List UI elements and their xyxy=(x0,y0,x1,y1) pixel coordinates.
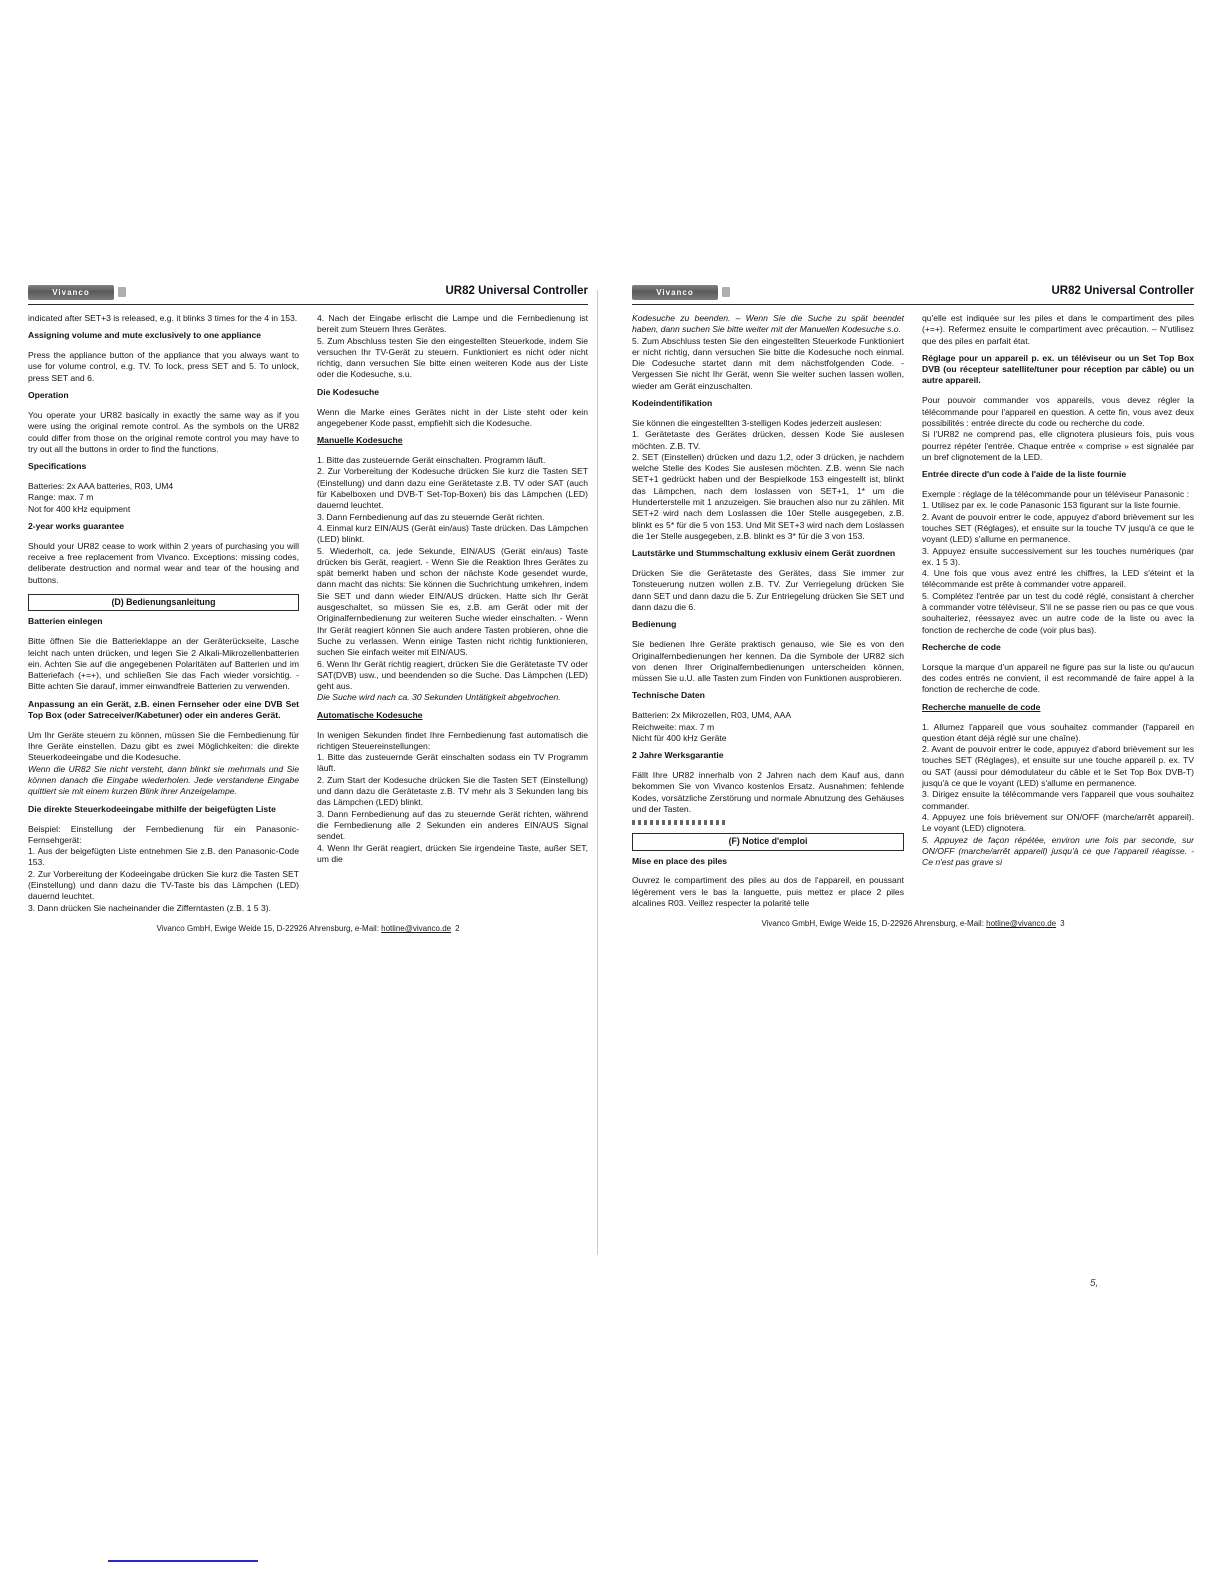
paragraph: 1. Bitte das zusteuernde Gerät einschalten. Programm läuft. xyxy=(317,455,546,466)
manual-page-right xyxy=(632,285,1194,928)
paragraph: In wenigen Sekunden findet Ihre Fernbedienung fast automatisch die richtigen Steuereinstellungen: xyxy=(317,729,588,751)
heading: Anpassung an ein Gerät, z.B. einen Fernseher oder eine DVB Set Top Box (oder Satreceiver/Kabetuner) oder ein anderes Gerät. xyxy=(28,698,299,720)
footer-email-link[interactable]: hotline@vivanco.de xyxy=(381,923,452,933)
paragraph: Um Ihr Geräte steuern zu können, müssen Sie die Fernbedienung für Ihre Geräte einstellen. Dazu gibt es zwei Möglichkeiten: die direkte Steuerkodeeingabe und die Kodesuche. xyxy=(28,729,299,763)
columns-right xyxy=(632,313,1194,909)
paragraph: 1. Utilisez par ex. le code Panasonic 153 figurant sur la liste fournie. xyxy=(922,500,1181,511)
vivanco-logo: Vivanco xyxy=(28,285,114,300)
paragraph: 4. Nach der Eingabe erlischt die Lampe und die Fernbedienung ist bereit zum Steuern Ihres Gerätes. xyxy=(317,313,588,335)
paragraph-italic: Kodesuche zu beenden. – Wenn Sie die Suche zu spät beendet haben, dann suchen Sie bitte weiter mit der Manuellen Kodesuche s.o. xyxy=(632,313,904,335)
paragraph: 2. Zur Vorbereitung der Kodeeingabe drücken Sie kurz die Tasten SET (Einstellung) und dann dazu die TV-Taste bis das Lämpchen (LED) dauernd leuchtet. xyxy=(28,868,299,902)
paragraph-italic: Wenn die UR82 Sie nicht versteht, dann blinkt sie mehrmals und Sie können danach die Eingabe wiederholen. Jede verstandene Eingabe quittiert sie mit einem kurzen Blink ihrer Anzeigelampe. xyxy=(28,763,299,797)
manual-page-left xyxy=(28,285,588,933)
paragraph: Exemple : réglage de la télécommande pour un téléviseur Panasonic : xyxy=(922,489,1190,500)
heading: 2 Jahre Werksgarantie xyxy=(632,750,724,761)
page-footer-left xyxy=(28,924,588,933)
paragraph: 1. Bitte das zusteuernde Gerät einschalten sodass ein TV Programm läuft. xyxy=(317,752,588,774)
logo-mark-icon xyxy=(118,287,126,297)
page-header-right xyxy=(632,285,1194,307)
paragraph: 3. Dirigez ensuite la télécommande vers l'appareil que vous souhaitez commander. xyxy=(922,789,1194,811)
paragraph: 1. Allumez l'appareil que vous souhaitez commander (l'appareil en question étant déjà réglé sur une chaîne). xyxy=(922,721,1194,743)
paragraph: 2. Zur Vorbereitung der Kodesuche drücken Sie kurz die Tasten SET (Einstellung) und dann dazu eine Gerätetaste z.B. TV oder SAT (auch für Kabelboxen und DVB-T Set-Top-Boxen) bis das Lämpchen (LED) dauernd leuchtet. xyxy=(317,466,588,511)
heading: Bedienung xyxy=(632,619,677,630)
heading: 2-year works guarantee xyxy=(28,520,125,531)
page-header-left xyxy=(28,285,588,307)
paragraph: 4. Wenn Ihr Gerät reagiert, drücken Sie irgendeine Taste, außer SET, um die xyxy=(317,842,588,864)
column-right-2 xyxy=(922,313,1194,909)
paragraph: 2. Zum Start der Kodesuche drücken Sie die Tasten SET (Einstellung) und dann dazu die Gerätetaste z.B. TV mehr als 3 Sekunden lang bis das Lämpchen (LED) blinkt. xyxy=(317,774,588,808)
header-rule xyxy=(632,304,1194,305)
page-title: UR82 Universal Controller xyxy=(1051,285,1194,297)
header-rule xyxy=(28,304,588,305)
paragraph-italic: Die Suche wird nach ca. 30 Sekunden Untätigkeit abgebrochen. xyxy=(317,692,561,703)
logo-mark-icon xyxy=(722,287,730,297)
paragraph: Sie bedienen Ihre Geräte praktisch genauso, wie Sie es von den Originalfernbedienungen her kennen. Da die Symbole der UR82 sich von denen Ihrer Originalfernbedienungen unterscheiden können, müssen Sie u.U. alle Tasten zum Finden von Funktionen ausprobieren. xyxy=(632,639,904,684)
scan-artifact xyxy=(632,820,728,825)
paragraph: Batteries: 2x AAA batteries, R03, UM4 xyxy=(28,481,174,492)
scan-ink-mark xyxy=(108,1560,258,1562)
subheading: Recherche manuelle de code xyxy=(922,701,1041,712)
page-footer-right xyxy=(632,919,1194,928)
subheading: Manuelle Kodesuche xyxy=(317,435,403,446)
heading: Assigning volume and mute exclusively to one appliance xyxy=(28,330,262,341)
heading: Die direkte Steuerkodeeingabe mithilfe der beigefügten Liste xyxy=(28,803,276,814)
heading: Entrée directe d'un code à l'aide de la liste fournie xyxy=(922,469,1127,480)
paragraph: Bitte öffnen Sie die Batterieklappe an der Geräterückseite, Lasche leicht nach unten drücken, und legen Sie 2 Alkali-Mikrozellenbatterien ein. Achten Sie auf die angegebenen Polaritäten auf Batterien und im Batteriefach (+=+), und schließen Sie das Fach wieder vorsichtig. - Bitte achten Sie darauf, immer einwandfreie Batterien zu verwenden. xyxy=(28,636,299,692)
paragraph: Lorsque la marque d'un appareil ne figure pas sur la liste ou qu'aucun des codes entrés ne convient, il est recommandé de faire appel à la fonction de recherche de code. xyxy=(922,661,1194,695)
paragraph: Range: max. 7 m xyxy=(28,492,94,503)
paragraph: Batterien: 2x Mikrozellen, R03, UM4, AAA xyxy=(632,710,792,721)
paragraph: Should your UR82 cease to work within 2 years of purchasing you will receive a free replacement from Vivanco. Exceptions: missing codes, deliberate destruction and normal wear and tear of the housing and buttons. xyxy=(28,540,299,585)
paragraph: 3. Dann Fernbedienung auf das zu steuernde Gerät richten, während die Fernbedienung alle 2 Sekunden ein anderes EIN/AUS Signal sendet. xyxy=(317,808,588,842)
footer-email-link[interactable]: hotline@vivanco.de xyxy=(986,919,1057,929)
paragraph: Press the appliance button of the appliance that you always want to use for volume control, e.g. TV. To lock, press SET and 5. To unlock, press SET and 6. xyxy=(28,350,299,383)
section-box-heading: (D) Bedienungsanleitung xyxy=(28,594,299,611)
paragraph: Nicht für 400 kHz Geräte xyxy=(632,732,727,743)
heading: Réglage pour un appareil p. ex. un téléviseur ou un Set Top Box DVB (ou récepteur satellite/tuner pour réception par câble) ou un autre appareil. xyxy=(922,352,1194,386)
paragraph: 3. Appuyez ensuite successivement sur les touches numériques (par ex. 1 5 3). xyxy=(922,545,1194,567)
heading: Technische Daten xyxy=(632,690,705,701)
page-number: 2 xyxy=(455,923,460,933)
paragraph: 4. Einmal kurz EIN/AUS (Gerät ein/aus) Taste drücken. Das Lämpchen (LED) blinkt. xyxy=(317,522,588,545)
paragraph: 1. Gerätetaste des Gerätes drücken, dessen Kode Sie auslesen möchten. Z.B. TV. xyxy=(632,429,904,451)
paragraph: Fällt Ihre UR82 innerhalb von 2 Jahren nach dem Kauf aus, dann bekommen Sie von Vivanco kostenlos Ersatz. Ausnahmen: fehlende Kodes, vorsätzliche Zerstörung und normale Abnutzung des Gehäuses und der Tasten. xyxy=(632,770,904,814)
paragraph: 5. Wiederholt, ca. jede Sekunde, EIN/AUS (Gerät ein/aus) Taste drücken bis Gerät, reagiert. - Wenn Sie die Reaktion Ihres Gerätes zu spät bemerkt haben und schon der nächste Kode gesendet wurde, dann macht das nichts: Sie können die Suchrichtung umkehren, indem Sie SET und dann wieder EIN/AUS drücken. Hatte sich Ihr Gerät ausgeschaltet, so müssen Sie es, z.B. am Gerät oder mit der Originalfernbedienung zur weiteren Suche wieder einschalten. - Wenn Ihr Gerät reagiert können Sie auch andere Tasten probieren, ohne die Suche zu verlassen. Wenn einige Tasten nicht richtig funktionieren, suchen Sie einfach weiter mit EIN/AUS. xyxy=(317,545,588,658)
paragraph: Reichweite: max. 7 m xyxy=(632,721,715,732)
paragraph: Sie können die eingestellten 3-stelligen Kodes jederzeit auslesen: xyxy=(632,417,882,428)
heading: Lautstärke und Stummschaltung exklusiv einem Gerät zuordnen xyxy=(632,548,896,559)
paragraph: 4. Appuyez une fois brièvement sur ON/OFF (marche/arrêt appareil). Le voyant (LED) clignotera. xyxy=(922,811,1194,834)
footer-company: Vivanco GmbH, Ewige Weide 15, D-22926 Ahrensburg, e-Mail: xyxy=(761,919,984,929)
heading: Operation xyxy=(28,390,69,401)
vivanco-logo: Vivanco xyxy=(632,285,718,300)
paragraph: 1. Aus der beigefügten Liste entnehmen Sie z.B. den Panasonic-Code 153. xyxy=(28,846,299,868)
paragraph: 5. Zum Abschluss testen Sie den eingestellten Steuerkode Funktioniert er nicht richtig, dann versuchen Sie bitte die Kodesuche noch einmal. Die Codesuche startet dann mit dem nächstfolgenden Code. - Vergessen Sie nicht Ihr Gerät, wenn Sie weiter suchen lassen wollen, wieder am Gerät einzuschalten. xyxy=(632,335,904,391)
paragraph: 4. Une fois que vous avez entré les chiffres, la LED s'éteint et la télécommande est prête à commander votre appareil. xyxy=(922,568,1194,590)
column-left-2 xyxy=(317,313,588,914)
paragraph: 6. Wenn Ihr Gerät richtig reagiert, drücken Sie die Gerätetaste TV oder SAT(DVB) usw., und beendenden so die Suche. Das Lämpchen (LED) geht aus. xyxy=(317,658,588,692)
page-title: UR82 Universal Controller xyxy=(445,285,588,297)
paragraph: qu'elle est indiquée sur les piles et dans le compartiment des piles (+=+). Refermez ensuite le compartiment avec précaution. – N'utilisez que des piles en parfait état. xyxy=(922,313,1194,346)
paragraph: Beispiel: Einstellung der Fernbedienung für ein Panasonic-Fernsehgerät: xyxy=(28,823,299,845)
paragraph: Si l'UR82 ne comprend pas, elle clignotera plusieurs fois, puis vous pourrez répéter l'entrée. Chaque entrée « comprise » est signalée par un bref clignotement de la LED. xyxy=(922,429,1194,462)
section-box-heading: (F) Notice d'emploi xyxy=(632,833,904,850)
heading: Recherche de code xyxy=(922,641,1001,652)
paragraph: 2. SET (Einstellen) drücken und dazu 1,2, oder 3 drücken, je nachdem welche Stelle des Kodes Sie auslesen möchten. Z.B. wenn Sie nach SET+1 gedrückt haben und der Bespielkode 153 eingestellt ist, blinkt das Lämpchen, nach dem loslassen von SET+1, 1* um die Hunderterstelle mit 1 anzuzeigen. Sie brauchen also nur zu zählen. Mit SET+2 wird nach dem Loslassen die 10er Stelle ausgegeben, z.B. blinkt es 5* für die 5 von 153. Und Mit SET+3 wird nach dem Loslassen die 1er Stelle ausgegeben, z.B. blinkt es 3* für die 3 von 153. xyxy=(632,451,904,541)
heading: Kodeindentifikation xyxy=(632,398,713,409)
heading: Mise en place des piles xyxy=(632,855,728,866)
page-divider xyxy=(597,290,598,1255)
paragraph: You operate your UR82 basically in exactly the same way as if you were using the original remote control. As the symbols on the UR82 could differ from those on the original remote control you may have to try out all the buttons in order to find the functions. xyxy=(28,409,299,454)
paragraph-italic: 5. Appuyez de façon répétée, environ une fois par seconde, sur ON/OFF (marche/arrêt appareil) jusqu'à ce que l'appareil réagisse. - Ce n'est pas grave si xyxy=(922,834,1194,868)
columns-left xyxy=(28,313,588,914)
footer-company: Vivanco GmbH, Ewige Weide 15, D-22926 Ahrensburg, e-Mail: xyxy=(156,923,379,933)
paragraph: Ouvrez le compartiment des piles au dos de l'appareil, en poussant légèrement vers le bas la languette, puis mettez er place 2 piles alcalines R03. Veillez respecter la polarité telle xyxy=(632,875,904,909)
paragraph: Pour pouvoir commander vos appareils, vous devez régler la télécommande pour l'appareil en question. A cette fin, vous avez deux possibilités : entrée directe du code ou recherche du code. xyxy=(922,395,1194,428)
heading: Specifications xyxy=(28,461,87,472)
paragraph: 3. Dann Fernbedienung auf das zu steuernde Gerät richten. xyxy=(317,511,545,522)
paragraph: indicated after SET+3 is released, e.g. it blinks 3 times for the 4 in 153. xyxy=(28,313,298,323)
paragraph: Not for 400 kHz equipment xyxy=(28,503,131,514)
heading: Die Kodesuche xyxy=(317,386,380,397)
paragraph: Wenn die Marke eines Gerätes nicht in der Liste steht oder kein angegebener Kode passt, empfiehlt sich die Kodesuche. xyxy=(317,406,588,428)
heading: Batterien einlegen xyxy=(28,616,103,627)
page-number: 3 xyxy=(1060,919,1065,929)
column-left-1 xyxy=(28,313,299,914)
paragraph: 3. Dann drücken Sie nacheinander die Zifferntasten (z.B. 1 5 3). xyxy=(28,902,271,913)
paragraph: 2. Avant de pouvoir entrer le code, appuyez d'abord brièvement sur les touches SET (Réglages), et ensuite sur une touche appareil p. ex. TV ou SAT (aussi pour démodulateur du câble et le Set Top Box DVB-T) jusqu'à ce que le voyant (LED) s'allume en permanence. xyxy=(922,744,1194,789)
paragraph: Drücken Sie die Gerätetaste des Gerätes, dass Sie immer zur Tonsteuerung nutzen wollen z.B. TV. Zur Verriegelung drücken Sie dann SET und dann dazu die 5. Zur Entriegelung drücken Sie SET und dann dazu die 6. xyxy=(632,568,904,613)
column-right-1 xyxy=(632,313,904,909)
paragraph: 5. Complétez l'entrée par un test du codé réglé, consistant à chercher à commander votre téléviseur. S'il ne se passe rien ou pas ce que vous souhaiteriez, réessayez avec un autre code de la liste ou avec la fonction de recherche de code (voir plus bas). xyxy=(922,590,1194,635)
handwritten-mark: 5, xyxy=(1090,1278,1099,1289)
subheading: Automatische Kodesuche xyxy=(317,709,423,720)
paragraph: 2. Avant de pouvoir entrer le code, appuyez d'abord brièvement sur les touches SET (Réglages), et ensuite sur la touche TV jusqu'à ce que le voyant (LED) s'allume en permanence. xyxy=(922,511,1194,545)
paragraph: 5. Zum Abschluss testen Sie den eingestellten Steuerkode, indem Sie versuchen Ihr TV-Gerät zu steuern. Funktioniert es nicht oder nicht richtig, dann versuchen Sie bitte einen weiteren Kode aus der Liste oder die Kodesuche, s.u. xyxy=(317,335,588,380)
